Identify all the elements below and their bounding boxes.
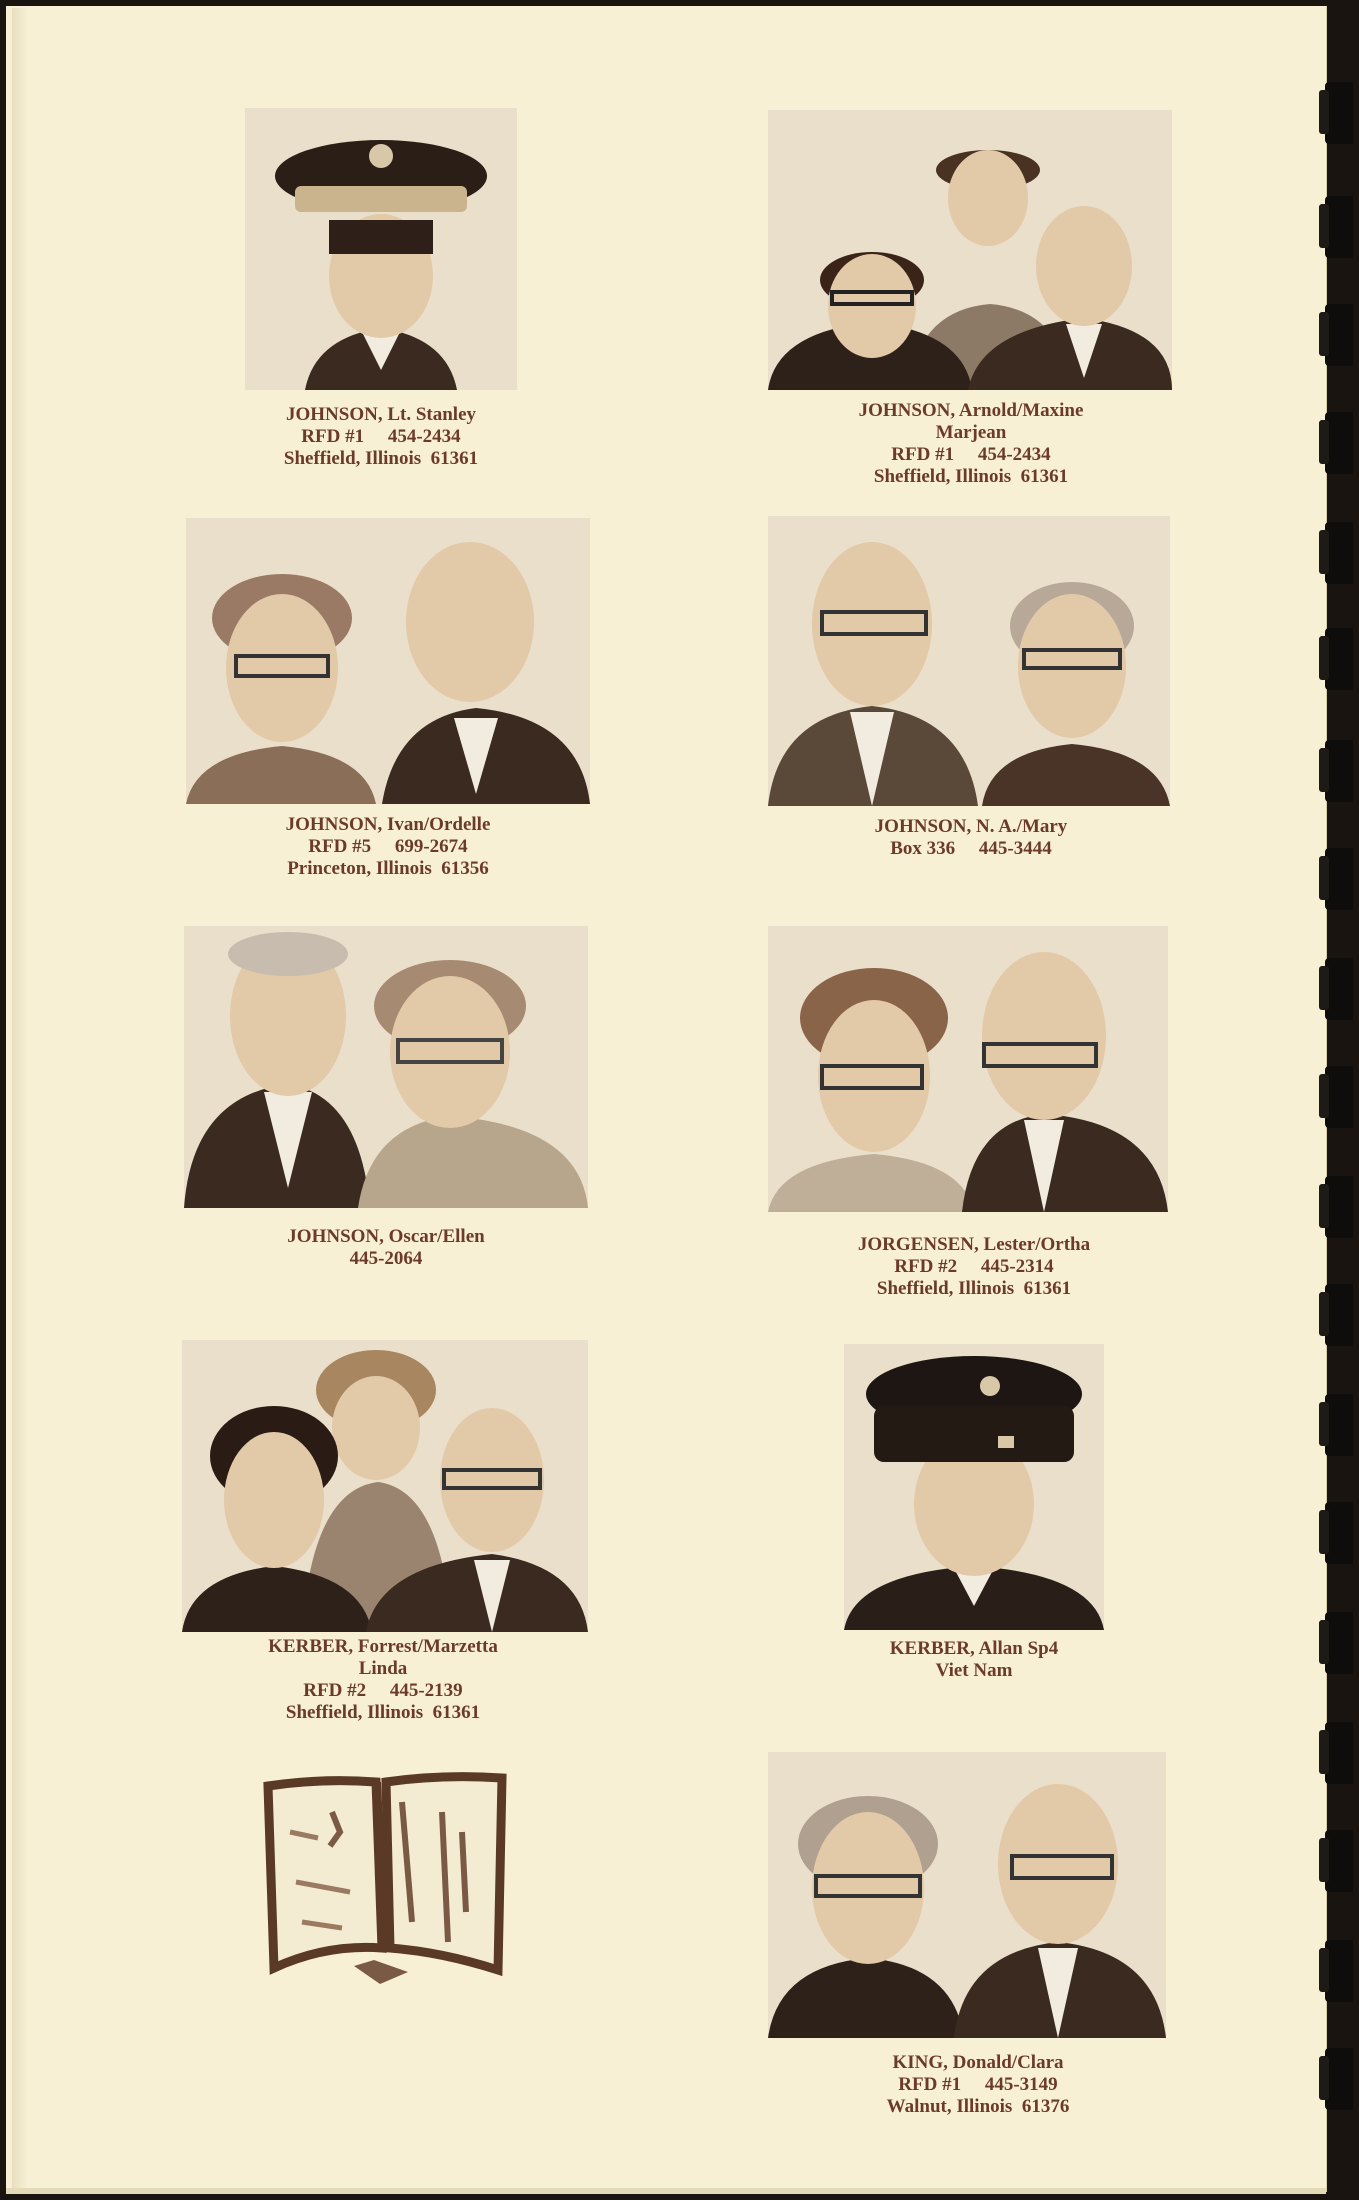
caption-line: Linda (358, 1658, 408, 1679)
caption-line: Sheffield, Illinois 61361 (283, 448, 479, 469)
binder-ring (1325, 958, 1353, 1020)
binder-ring (1325, 1394, 1353, 1456)
binder-ring (1325, 1830, 1353, 1892)
open-booklet-icon (262, 1772, 510, 1988)
binder-ring (1325, 1176, 1353, 1238)
caption-line: Box 336 445-3444 (890, 838, 1052, 859)
caption-line: JOHNSON, Ivan/Ordelle (285, 814, 491, 835)
soldier-portrait (844, 1344, 1104, 1630)
portrait-photo (768, 926, 1168, 1212)
caption-line: RFD #2 445-2139 (303, 1680, 463, 1701)
caption-line: RFD #1 445-3149 (898, 2074, 1058, 2095)
portrait-photo (245, 108, 517, 390)
portrait-photo (768, 110, 1172, 390)
binder-ring (1325, 848, 1353, 910)
binder-ring (1325, 82, 1353, 144)
binder-ring (1325, 740, 1353, 802)
caption-line: Sheffield, Illinois 61361 (285, 1702, 481, 1723)
entry-caption (818, 1234, 1130, 1300)
caption-line: Walnut, Illinois 61376 (886, 2096, 1070, 2117)
caption-line: KERBER, Allan Sp4 (889, 1638, 1059, 1659)
caption-line: Viet Nam (935, 1660, 1013, 1681)
couple-portrait (768, 1752, 1166, 2038)
caption-line: 445-2064 (349, 1248, 423, 1269)
binder-ring (1325, 2048, 1353, 2110)
binder-ring (1325, 412, 1353, 474)
entry-caption (822, 2052, 1134, 2118)
portrait-photo (768, 1752, 1166, 2038)
binder-ring (1325, 1284, 1353, 1346)
caption-line: JORGENSEN, Lester/Ortha (857, 1234, 1091, 1255)
caption-line: RFD #1 454-2434 (301, 426, 461, 447)
entry-caption (230, 404, 532, 470)
couple-portrait (184, 926, 588, 1208)
binder-ring (1325, 196, 1353, 258)
caption-line: RFD #5 699-2674 (308, 836, 468, 857)
caption-line: Sheffield, Illinois 61361 (873, 466, 1069, 487)
binder-ring (1325, 304, 1353, 366)
portrait-photo (182, 1340, 588, 1632)
couple-portrait (768, 516, 1170, 806)
caption-line: JOHNSON, Arnold/Maxine (858, 400, 1084, 421)
portrait-photo (186, 518, 590, 804)
entry-caption (230, 1226, 542, 1270)
binder-ring (1325, 1722, 1353, 1784)
binder-ring (1325, 628, 1353, 690)
couple-portrait (768, 926, 1168, 1212)
binder-ring (1325, 1066, 1353, 1128)
entry-caption (232, 814, 544, 880)
couple-portrait (186, 518, 590, 804)
soldier-portrait (245, 108, 517, 390)
caption-line: RFD #2 445-2314 (894, 1256, 1054, 1277)
binder-ring (1325, 1612, 1353, 1674)
entry-caption (812, 400, 1130, 488)
caption-line: JOHNSON, Lt. Stanley (285, 404, 477, 425)
entry-caption (810, 816, 1132, 860)
caption-line: JOHNSON, N. A./Mary (874, 816, 1068, 837)
portrait-photo (768, 516, 1170, 806)
entry-caption (816, 1638, 1132, 1682)
binder-ring (1325, 522, 1353, 584)
caption-line: Princeton, Illinois 61356 (287, 858, 489, 879)
caption-line: KING, Donald/Clara (892, 2052, 1064, 2073)
binder-ring (1325, 1940, 1353, 2002)
caption-line: RFD #1 454-2434 (891, 444, 1051, 465)
binder-ring (1325, 1502, 1353, 1564)
portrait-photo (844, 1344, 1104, 1630)
caption-line: KERBER, Forrest/Marzetta (268, 1636, 498, 1657)
booklet-illustration (262, 1772, 510, 1988)
entry-caption (224, 1636, 542, 1724)
caption-line: JOHNSON, Oscar/Ellen (287, 1226, 485, 1247)
portrait-photo (184, 926, 588, 1208)
family-portrait (182, 1340, 588, 1632)
caption-line: Marjean (935, 422, 1007, 443)
page-bottom-edge (6, 2188, 1326, 2194)
page-edge (12, 8, 28, 2190)
caption-line: Sheffield, Illinois 61361 (876, 1278, 1072, 1299)
family-portrait (768, 110, 1172, 390)
